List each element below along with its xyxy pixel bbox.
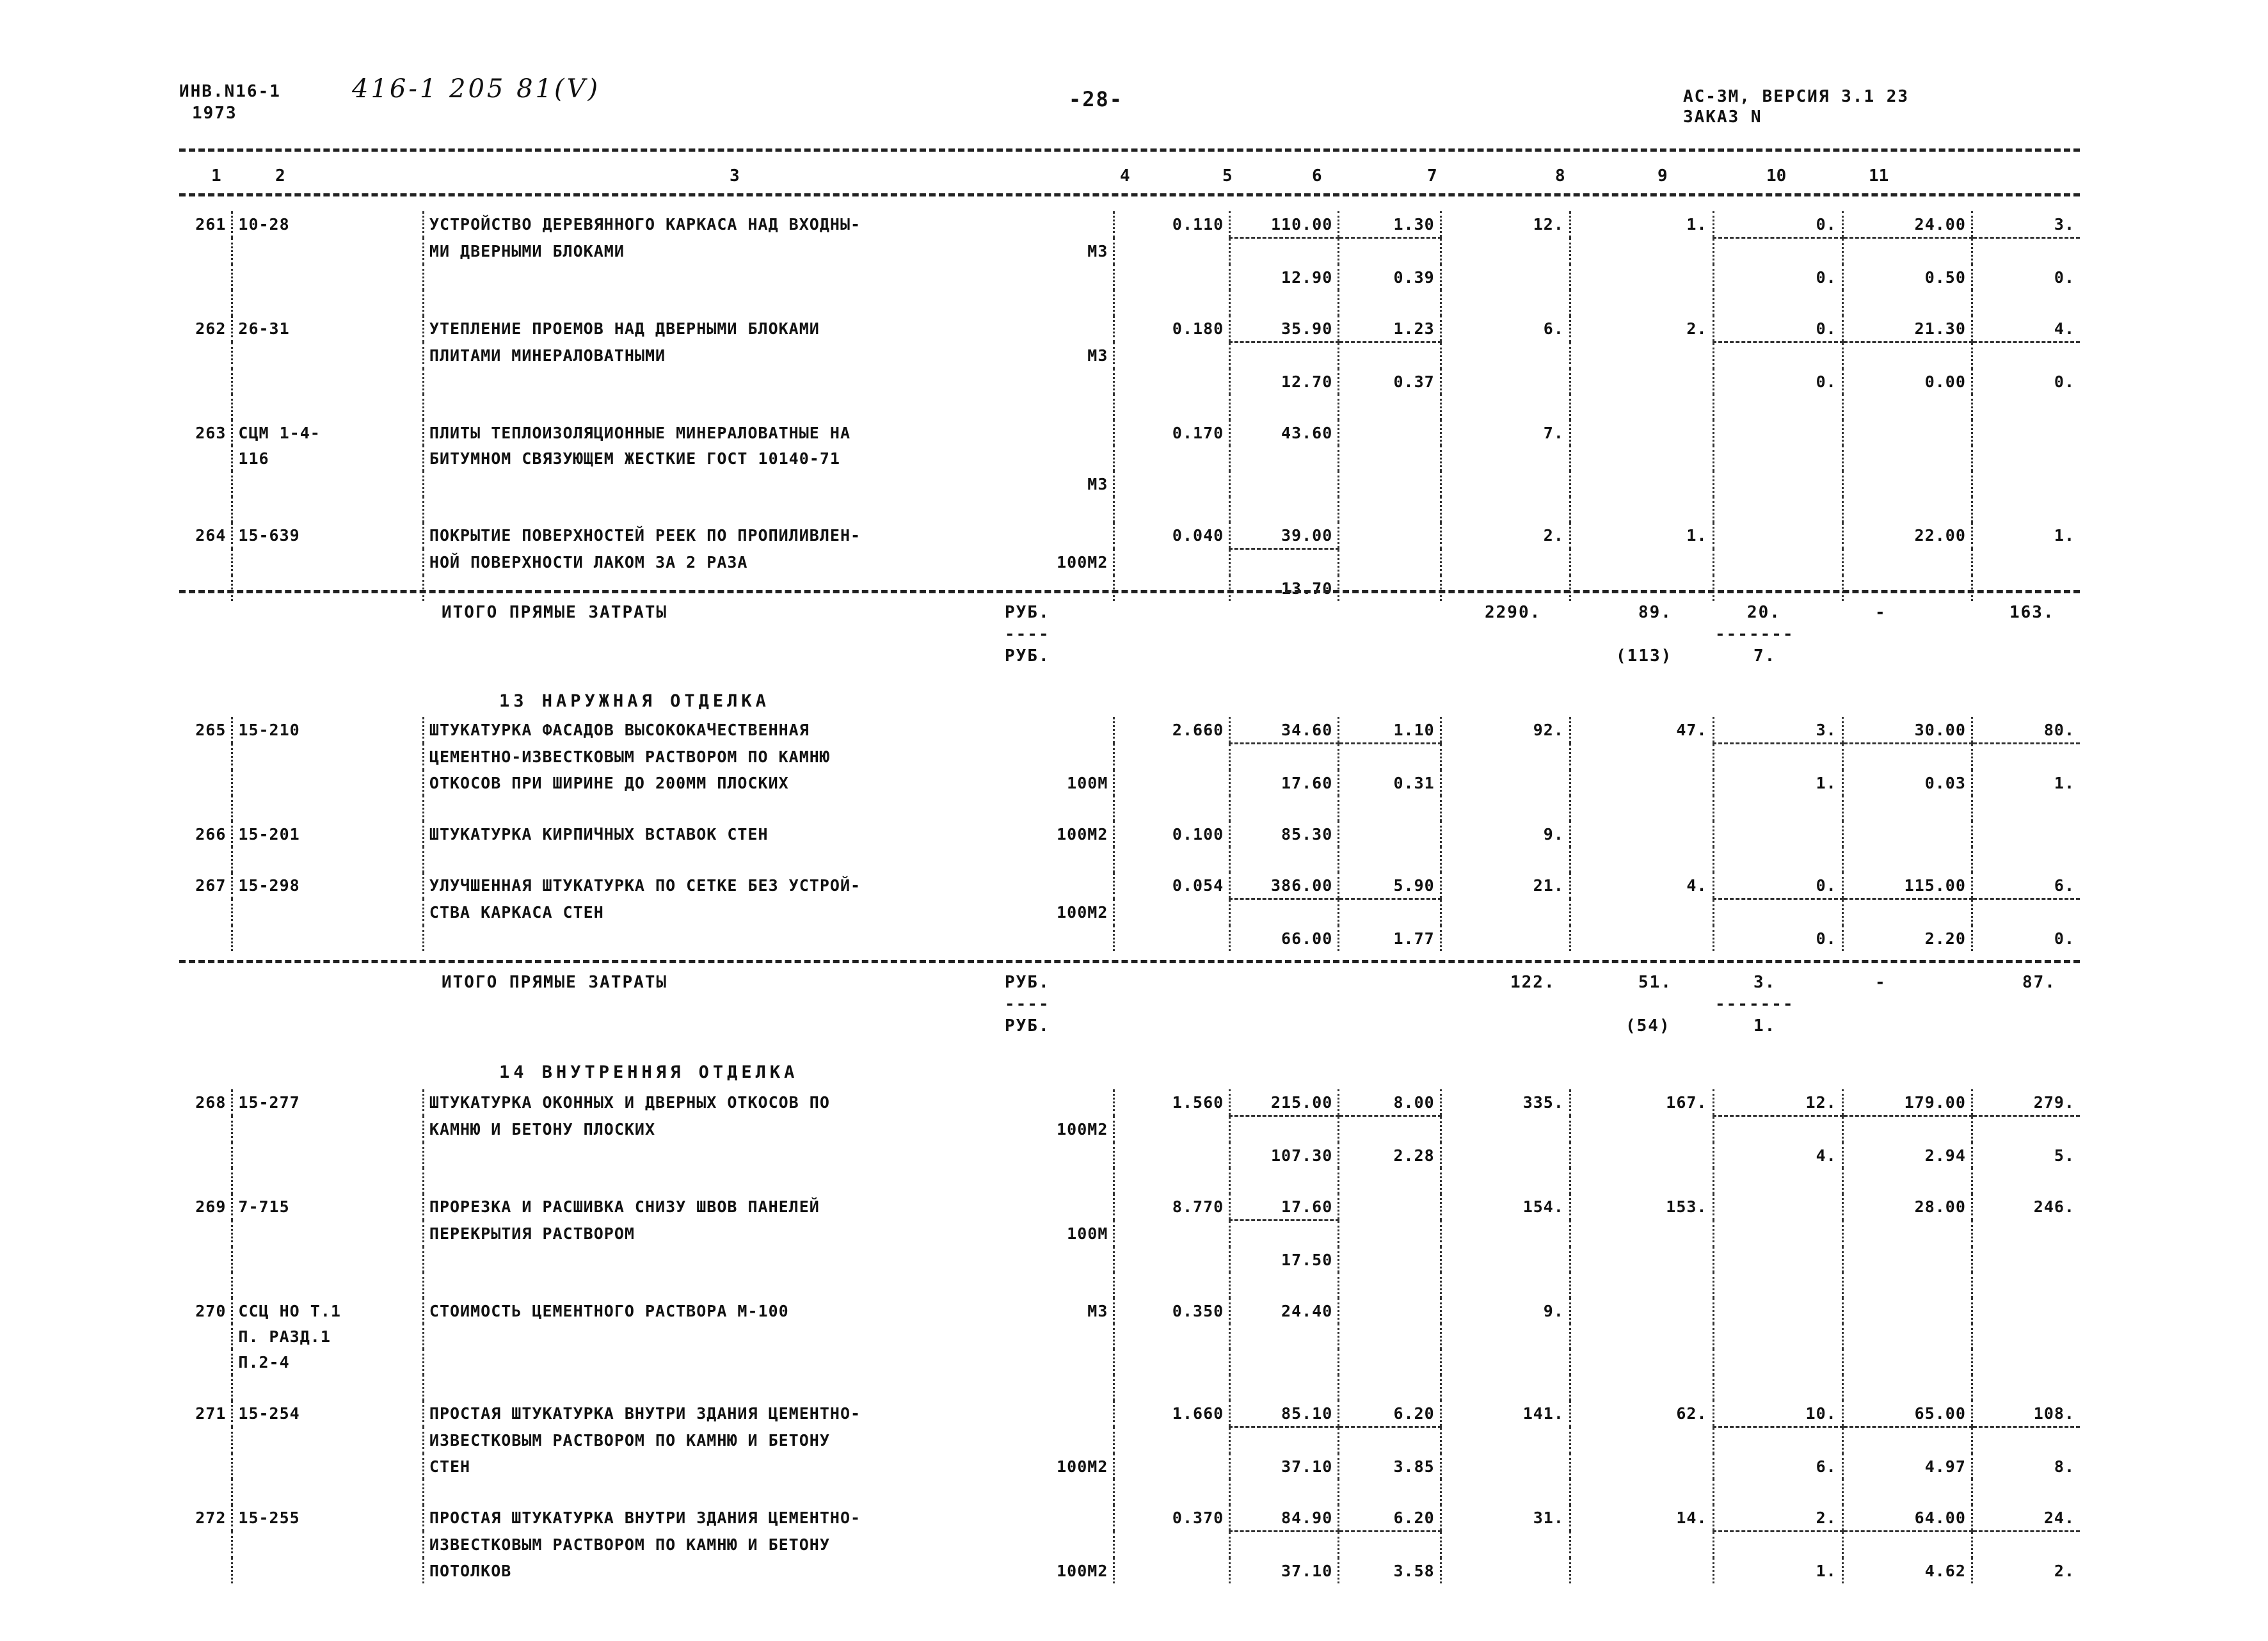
labor-unit-sub: 2.20	[1842, 925, 1972, 951]
measure-unit: М3	[1087, 1301, 1108, 1320]
unit-wages: 6.20	[1339, 1400, 1441, 1427]
handwritten-code: 416-1 205 81(V)	[352, 74, 601, 104]
table-row	[179, 211, 2080, 238]
total-separator: -------	[1715, 625, 1794, 644]
total-currency: РУБ.	[1005, 603, 1050, 622]
unit-cost: 43.60	[1230, 420, 1339, 445]
table-row	[179, 575, 2080, 601]
row-number: 269	[195, 1197, 227, 1217]
col-number: 9	[1657, 166, 1668, 186]
labor-unit-sub: 2.94	[1842, 1142, 1972, 1168]
column-numbers	[179, 161, 2080, 193]
quantity: 0.100	[1114, 821, 1230, 847]
unit-cost: 85.10	[1230, 1400, 1339, 1427]
norm-code: 15-277	[232, 1089, 423, 1116]
unit-wages-sub: 1.77	[1339, 925, 1441, 951]
unit-wages: 5.90	[1339, 872, 1441, 899]
work-description: ПРОСТАЯ ШТУКАТУРКА ВНУТРИ ЗДАНИЯ ЦЕМЕНТНО-	[423, 1505, 1114, 1532]
table-row	[179, 1089, 2080, 1116]
norm-code: 15-255	[232, 1505, 423, 1532]
work-description-cont: ИЗВЕСТКОВЫМ РАСТВОРОМ ПО КАМНЮ И БЕТОНУ	[423, 1532, 1114, 1558]
measure-unit: 100М2	[1057, 1457, 1108, 1476]
machine-wages: 6.	[1713, 1453, 1842, 1479]
unit-cost: 84.90	[1230, 1505, 1339, 1532]
norm-code: СЦМ 1-4-	[232, 420, 423, 445]
unit-cost: 34.60	[1230, 717, 1339, 744]
labor-unit-sub: 0.00	[1842, 369, 1972, 394]
work-description: ПРОСТАЯ ШТУКАТУРКА ВНУТРИ ЗДАНИЯ ЦЕМЕНТНО-	[423, 1400, 1114, 1427]
unit-wages: 1.10	[1339, 717, 1441, 744]
col-number: 6	[1312, 166, 1322, 186]
estimate-table-block-2	[179, 717, 2080, 951]
unit-cost: 24.40	[1230, 1298, 1339, 1324]
work-description-cont: ПЛИТАМИ МИНЕРАЛОВАТНЫМИ	[429, 346, 666, 365]
work-description: ПРОРЕЗКА И РАСШИВКА СНИЗУ ШВОВ ПАНЕЛЕЙ	[423, 1194, 1114, 1221]
norm-code: 10-28	[232, 211, 423, 238]
machine-wages: 1.	[1713, 770, 1842, 796]
total-machine-sum: 3.	[1753, 973, 1777, 992]
norm-code-cont: П.2-4	[232, 1349, 423, 1375]
labor-unit: 21.30	[1842, 316, 1972, 342]
unit-cost: 386.00	[1230, 872, 1339, 899]
row-number: 270	[195, 1301, 227, 1320]
labor-total-sub: 1.	[2054, 773, 2075, 792]
total-wages: 1.	[1570, 211, 1713, 238]
work-description-cont: БИТУМНОМ СВЯЗУЮЩЕМ ЖЕСТКИЕ ГОСТ 10140-71	[423, 445, 1114, 471]
work-description-cont: МИ ДВЕРНЫМИ БЛОКАМИ	[429, 241, 625, 260]
total-labor-sum: 163.	[2009, 603, 2055, 622]
table-row	[179, 1194, 2080, 1221]
norm-code: ССЦ НО Т.1	[232, 1298, 423, 1324]
unit-cost: 85.30	[1230, 821, 1339, 847]
quantity: 0.110	[1114, 211, 1230, 238]
total-cost: 335.	[1441, 1089, 1570, 1116]
total-wages-sub: (54)	[1625, 1016, 1671, 1036]
norm-code: 7-715	[232, 1194, 423, 1221]
labor-unit: 22.00	[1842, 522, 1972, 549]
row-number: 263	[195, 423, 227, 442]
labor-total: 6.	[2054, 876, 2075, 895]
measure-unit: 100М	[1067, 1224, 1108, 1243]
labor-total: 1.	[2054, 526, 2075, 545]
row-number: 271	[195, 1404, 227, 1423]
total-wages: 1.	[1570, 522, 1713, 549]
machine-wages: 0.	[1713, 369, 1842, 394]
table-row	[179, 1142, 2080, 1168]
unit-cost-wages: 12.90	[1230, 264, 1339, 290]
unit-wages-sub: 3.85	[1339, 1453, 1441, 1479]
work-description: УТЕПЛЕНИЕ ПРОЕМОВ НАД ДВЕРНЫМИ БЛОКАМИ	[423, 316, 1114, 342]
table-row	[179, 744, 2080, 771]
table-row	[179, 316, 2080, 342]
work-description: ШТУКАТУРКА КИРПИЧНЫХ ВСТАВОК СТЕН	[429, 824, 769, 844]
labor-total: 80.	[2043, 720, 2075, 739]
labor-total: 108.	[2033, 1404, 2075, 1423]
machine-wages: 0.	[1713, 925, 1842, 951]
table-row	[179, 1221, 2080, 1247]
total-wages: 14.	[1570, 1505, 1713, 1532]
total-separator: -------	[1715, 995, 1794, 1014]
unit-cost: 215.00	[1230, 1089, 1339, 1116]
total-cost-sum: 122.	[1510, 973, 1556, 992]
work-description: СТОИМОСТЬ ЦЕМЕНТНОГО РАСТВОРА М-100	[429, 1301, 789, 1320]
col-number: 2	[275, 166, 285, 186]
work-description-cont: СТЕН	[429, 1457, 471, 1476]
unit-cost: 35.90	[1230, 316, 1339, 342]
work-description: ШТУКАТУРКА ФАСАДОВ ВЫСОКОКАЧЕСТВЕННАЯ	[423, 717, 1114, 744]
table-row	[179, 1505, 2080, 1532]
work-description-cont: ЦЕМЕНТНО-ИЗВЕСТКОВЫМ РАСТВОРОМ ПО КАМНЮ	[423, 744, 1114, 771]
total-wages-sum: 51.	[1638, 973, 1672, 992]
labor-total-sub: 8.	[2054, 1457, 2075, 1476]
work-description-cont: ОТКОСОВ ПРИ ШИРИНЕ ДО 200ММ ПЛОСКИХ	[429, 773, 789, 792]
measure-unit: 100М2	[1057, 902, 1108, 922]
total-currency: РУБ.	[1005, 646, 1050, 666]
machine-cost: 12.	[1713, 1089, 1842, 1116]
labor-total: 4.	[2054, 319, 2075, 338]
order-number: ЗАКАЗ N	[1683, 108, 1762, 127]
measure-unit: 100М2	[1057, 1561, 1108, 1580]
page-number: -28-	[1069, 87, 1124, 111]
unit-wages: 6.20	[1339, 1505, 1441, 1532]
total-wages: 4.	[1570, 872, 1713, 899]
total-machine-sub: 1.	[1753, 1016, 1777, 1036]
measure-unit: М3	[1087, 241, 1108, 260]
section-title-14: 14 ВНУТРЕННЯЯ ОТДЕЛКА	[499, 1062, 799, 1082]
quantity: 0.170	[1114, 420, 1230, 445]
measure-unit: 100М2	[1057, 552, 1108, 572]
table-row	[179, 899, 2080, 926]
norm-code: 15-298	[232, 872, 423, 899]
table-row	[179, 1116, 2080, 1143]
work-description: ШТУКАТУРКА ОКОННЫХ И ДВЕРНЫХ ОТКОСОВ ПО	[423, 1089, 1114, 1116]
table-row	[179, 369, 2080, 394]
machine-wages: 4.	[1713, 1142, 1842, 1168]
unit-cost-wages: 13.70	[1230, 575, 1339, 601]
total-cost: 92.	[1441, 717, 1570, 744]
table-row	[179, 1532, 2080, 1558]
quantity: 1.560	[1114, 1089, 1230, 1116]
unit-wages: 1.23	[1339, 316, 1441, 342]
unit-cost-wages: 17.50	[1230, 1247, 1339, 1272]
labor-total-sub: 2.	[2054, 1561, 2075, 1580]
quantity: 8.770	[1114, 1194, 1230, 1221]
labor-total: 24.	[2043, 1508, 2075, 1527]
labor-unit: 64.00	[1842, 1505, 1972, 1532]
norm-code: 15-210	[232, 717, 423, 744]
total-labor-sum: 87.	[2022, 973, 2056, 992]
machine-cost: 0.	[1713, 316, 1842, 342]
quantity: 2.660	[1114, 717, 1230, 744]
total-wages-sub: (113)	[1616, 646, 1673, 666]
unit-wages: 8.00	[1339, 1089, 1441, 1116]
total-wages: 153.	[1570, 1194, 1713, 1221]
work-description: УСТРОЙСТВО ДЕРЕВЯННОГО КАРКАСА НАД ВХОДНЫ-	[423, 211, 1114, 238]
unit-wages-sub: 2.28	[1339, 1142, 1441, 1168]
unit-wages-sub: 0.39	[1339, 264, 1441, 290]
labor-total-sub: 0.	[2054, 268, 2075, 287]
labor-total: 279.	[2033, 1093, 2075, 1112]
table-row	[179, 1324, 2080, 1349]
table-row	[179, 1400, 2080, 1427]
total-separator: ----	[1005, 995, 1050, 1014]
quantity: 0.350	[1114, 1298, 1230, 1324]
unit-cost-wages: 37.10	[1230, 1558, 1339, 1583]
unit-cost: 39.00	[1230, 522, 1339, 549]
table-row	[179, 872, 2080, 899]
total-cost: 2.	[1441, 522, 1570, 549]
table-row	[179, 925, 2080, 951]
machine-cost: 2.	[1713, 1505, 1842, 1532]
total-cost: 9.	[1441, 821, 1570, 847]
total-cost: 6.	[1441, 316, 1570, 342]
row-number: 262	[195, 319, 227, 339]
work-description: УЛУЧШЕННАЯ ШТУКАТУРКА ПО СЕТКЕ БЕЗ УСТРОЙ-	[423, 872, 1114, 899]
work-description-cont: ИЗВЕСТКОВЫМ РАСТВОРОМ ПО КАМНЮ И БЕТОНУ	[423, 1427, 1114, 1454]
measure-unit: 100М2	[1057, 824, 1108, 844]
col-number: 4	[1120, 166, 1130, 186]
unit-cost-wages: 37.10	[1230, 1453, 1339, 1479]
machine-cost: 0.	[1713, 872, 1842, 899]
col-number: 8	[1555, 166, 1565, 186]
total-cost: 31.	[1441, 1505, 1570, 1532]
row-number: 266	[195, 824, 227, 844]
quantity: 0.370	[1114, 1505, 1230, 1532]
quantity: 1.660	[1114, 1400, 1230, 1427]
labor-total: 246.	[2033, 1197, 2075, 1217]
block-1-rule	[179, 590, 2080, 593]
col-number: 10	[1766, 166, 1787, 186]
row-number: 264	[195, 526, 227, 545]
quantity: 0.040	[1114, 522, 1230, 549]
col-number: 5	[1222, 166, 1233, 186]
unit-wages-sub: 0.37	[1339, 369, 1441, 394]
work-description-cont: КАМНЮ И БЕТОНУ ПЛОСКИХ	[429, 1119, 656, 1139]
total-label: ИТОГО ПРЯМЫЕ ЗАТРАТЫ	[442, 603, 668, 622]
norm-code: 15-201	[232, 821, 423, 847]
labor-unit: 24.00	[1842, 211, 1972, 238]
table-row	[179, 821, 2080, 847]
table-row	[179, 1558, 2080, 1583]
table-row	[179, 445, 2080, 471]
table-row	[179, 1298, 2080, 1324]
machine-wages: 1.	[1713, 1558, 1842, 1583]
row-number: 268	[195, 1093, 227, 1112]
total-cost: 154.	[1441, 1194, 1570, 1221]
program-version: AC-3M, ВЕРСИЯ 3.1 23	[1683, 87, 1910, 106]
col-number: 11	[1869, 166, 1889, 186]
total-cost: 12.	[1441, 211, 1570, 238]
table-row	[179, 717, 2080, 744]
unit-cost-wages: 12.70	[1230, 369, 1339, 394]
labor-total-sub: 0.	[2054, 929, 2075, 948]
row-number: 267	[195, 876, 227, 895]
norm-code-cont: П. РАЗД.1	[232, 1324, 423, 1349]
total-wages: 47.	[1570, 717, 1713, 744]
unit-wages-sub: 0.31	[1339, 770, 1441, 796]
work-description-cont: ПЕРЕКРЫТИЯ РАСТВОРОМ	[429, 1224, 635, 1243]
quantity: 0.180	[1114, 316, 1230, 342]
machine-wages: 0.	[1713, 264, 1842, 290]
labor-unit-sub: 0.50	[1842, 264, 1972, 290]
total-cost: 7.	[1441, 420, 1570, 445]
header-rule	[179, 193, 2080, 196]
labor-unit: 179.00	[1842, 1089, 1972, 1116]
total-label: ИТОГО ПРЯМЫЕ ЗАТРАТЫ	[442, 973, 668, 992]
unit-cost-wages: 17.60	[1230, 770, 1339, 796]
col-number: 7	[1427, 166, 1437, 186]
unit-cost: 17.60	[1230, 1194, 1339, 1221]
table-row	[179, 549, 2080, 576]
total-cost: 21.	[1441, 872, 1570, 899]
total-machine-sub: 7.	[1753, 646, 1777, 666]
table-row	[179, 522, 2080, 549]
table-row	[179, 1349, 2080, 1375]
work-description: ПОКРЫТИЕ ПОВЕРХНОСТЕЙ РЕЕК ПО ПРОПИЛИВЛЕН-	[423, 522, 1114, 549]
measure-unit: М3	[1087, 346, 1108, 365]
total-wages: 167.	[1570, 1089, 1713, 1116]
total-currency: РУБ.	[1005, 973, 1050, 992]
estimate-table-block-1	[179, 211, 2080, 601]
measure-unit: 100М	[1067, 773, 1108, 792]
norm-code-cont: 116	[232, 445, 423, 471]
labor-total-sub: 0.	[2054, 372, 2075, 391]
row-number: 265	[195, 721, 227, 740]
labor-unit: 115.00	[1842, 872, 1972, 899]
col-number: 3	[730, 166, 740, 186]
norm-code: 15-639	[232, 522, 423, 549]
measure-unit: М3	[1087, 474, 1108, 493]
table-row	[179, 420, 2080, 445]
row-number: 261	[195, 215, 227, 234]
document-year: 1973	[192, 104, 237, 123]
total-labor-unit: -	[1875, 603, 1887, 622]
table-row	[179, 1247, 2080, 1272]
estimate-table-block-3	[179, 1089, 2080, 1583]
table-row	[179, 264, 2080, 290]
unit-wages-sub: 3.58	[1339, 1558, 1441, 1583]
inventory-number: ИНВ.N16-1	[179, 82, 281, 101]
total-cost: 9.	[1441, 1298, 1570, 1324]
norm-code: 15-254	[232, 1400, 423, 1427]
machine-cost: 3.	[1713, 717, 1842, 744]
total-machine-sum: 20.	[1747, 603, 1781, 622]
unit-cost-wages: 66.00	[1230, 925, 1339, 951]
table-row	[179, 1453, 2080, 1479]
total-cost: 141.	[1441, 1400, 1570, 1427]
total-separator: ----	[1005, 625, 1050, 644]
measure-unit: 100М2	[1057, 1119, 1108, 1139]
total-wages: 62.	[1570, 1400, 1713, 1427]
unit-cost-wages: 107.30	[1230, 1142, 1339, 1168]
labor-unit: 28.00	[1842, 1194, 1972, 1221]
table-row	[179, 1427, 2080, 1454]
unit-cost: 110.00	[1230, 211, 1339, 238]
labor-unit-sub: 0.03	[1842, 770, 1972, 796]
labor-unit-sub: 4.62	[1842, 1558, 1972, 1583]
unit-wages: 1.30	[1339, 211, 1441, 238]
total-labor-unit: -	[1875, 973, 1887, 992]
labor-total-sub: 5.	[2054, 1146, 2075, 1165]
norm-code: 26-31	[232, 316, 423, 342]
machine-cost: 0.	[1713, 211, 1842, 238]
row-number: 272	[195, 1509, 227, 1528]
total-cost-sum: 2290.	[1485, 603, 1542, 622]
work-description-cont: СТВА КАРКАСА СТЕН	[429, 902, 604, 922]
table-row	[179, 471, 2080, 497]
table-row	[179, 238, 2080, 265]
labor-unit-sub: 4.97	[1842, 1453, 1972, 1479]
machine-cost: 10.	[1713, 1400, 1842, 1427]
block-2-rule	[179, 960, 2080, 963]
estimate-sheet	[179, 70, 2080, 1581]
labor-total: 3.	[2054, 214, 2075, 234]
table-row	[179, 770, 2080, 796]
col-number: 1	[211, 166, 221, 186]
table-row	[179, 342, 2080, 369]
total-wages-sum: 89.	[1638, 603, 1672, 622]
total-currency: РУБ.	[1005, 1016, 1050, 1036]
total-wages: 2.	[1570, 316, 1713, 342]
labor-unit: 30.00	[1842, 717, 1972, 744]
labor-unit: 65.00	[1842, 1400, 1972, 1427]
work-description-cont: ПОТОЛКОВ	[429, 1561, 512, 1580]
quantity: 0.054	[1114, 872, 1230, 899]
work-description-cont: НОЙ ПОВЕРХНОСТИ ЛАКОМ ЗА 2 РАЗА	[429, 552, 748, 572]
work-description: ПЛИТЫ ТЕПЛОИЗОЛЯЦИОННЫЕ МИНЕРАЛОВАТНЫЕ НА	[423, 420, 1114, 445]
top-rule	[179, 148, 2080, 152]
section-title-13: 13 НАРУЖНАЯ ОТДЕЛКА	[499, 691, 770, 711]
